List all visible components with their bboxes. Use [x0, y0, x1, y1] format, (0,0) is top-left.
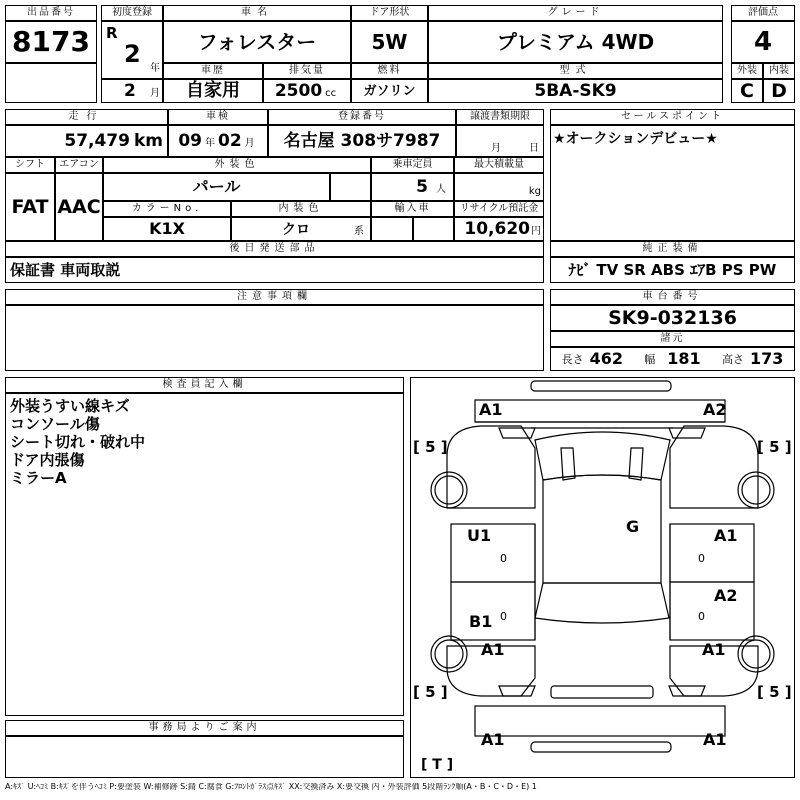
spec-label: 諸元 — [550, 331, 795, 347]
count-door-fl: 0 — [500, 552, 507, 565]
max-load-box — [454, 173, 544, 201]
equipment: ﾅﾋﾞ TV SR ABS ｴｱB PS PW — [568, 260, 777, 279]
chassis-label: 車台番号 — [550, 289, 795, 305]
capacity-label: 乗車定員 — [371, 157, 454, 173]
insp-year: 09 — [178, 130, 202, 151]
capacity-box — [371, 173, 454, 201]
score: 4 — [731, 21, 795, 63]
displacement-unit: cc — [325, 88, 337, 99]
displacement-box — [263, 79, 351, 103]
int-color-unit: 系 — [354, 226, 364, 237]
mileage-unit: km — [133, 130, 163, 151]
displacement: 2500 — [274, 80, 323, 101]
ext-color-label: 外装色 — [103, 157, 371, 173]
chassis-no: SK9-032136 — [550, 305, 795, 331]
mark-door-rl: B1 — [469, 612, 493, 631]
lot-no-label: 出品番号 — [5, 5, 97, 21]
sales-point-label: セールスポイント — [550, 109, 795, 125]
mark-tire-fr: [ 5 ] — [757, 438, 792, 456]
inspector-label: 検査員記入欄 — [5, 377, 404, 393]
count-door-rr: 0 — [698, 610, 705, 623]
height-label: 高さ — [721, 352, 744, 366]
plate-label: 登録番号 — [268, 109, 456, 125]
mark-fender-rr: A1 — [702, 640, 726, 659]
reg-month-unit: 月 — [150, 88, 160, 99]
first-reg-year-box — [101, 21, 163, 79]
notes-box — [5, 305, 544, 371]
mark-trunk: [ T ] — [421, 757, 454, 773]
reg-month: 2 — [124, 81, 136, 101]
later-parts-label: 後日発送部品 — [5, 241, 544, 257]
mark-tire-rl: [ 5 ] — [413, 683, 448, 701]
import-blank-a — [371, 217, 413, 241]
history: 自家用 — [163, 79, 263, 103]
exterior-grade: C — [731, 79, 763, 103]
displacement-label: 排気量 — [263, 63, 351, 79]
inspection-label: 車検 — [168, 109, 268, 125]
door-label: ドア形状 — [351, 5, 428, 21]
length: 462 — [589, 349, 624, 368]
equipment-label: 純正装備 — [550, 241, 795, 257]
reg-year: 2 — [124, 40, 141, 68]
mark-roof: G — [626, 517, 640, 536]
inspector-line: ミラーA — [10, 469, 67, 487]
insp-month-unit: 月 — [244, 138, 255, 149]
transfer-day-unit: 日 — [529, 143, 539, 154]
inspector-box — [5, 393, 404, 716]
reg-year-unit: 年 — [150, 63, 160, 74]
import-blank-b — [413, 217, 454, 241]
count-door-rl: 0 — [500, 610, 507, 623]
car-name: フォレスター — [163, 21, 351, 63]
inspection-box — [168, 125, 268, 157]
exterior-label: 外装 — [731, 63, 763, 79]
inspector-line: 外装うすい線キズ — [10, 397, 130, 415]
legend: A:ｷｽﾞ U:ﾍｺﾐ B:ｷｽﾞを伴うﾍｺﾐ P:要塗装 W:補修跡 S:錆 C:腐食 G:ﾌﾛﾝﾄｶﾞﾗｽ点ｷｽﾞ XX:交換済み X:要交換 内・外装評価 5段階ﾗﾝｸ順(A・B・C・D・E) 1 — [5, 783, 537, 791]
mark-door-fl: U1 — [467, 526, 492, 545]
int-color: クロ — [282, 222, 310, 238]
history-label: 車歴 — [163, 63, 263, 79]
mark-tire-rr: [ 5 ] — [757, 683, 792, 701]
mark-front-right: A2 — [703, 400, 727, 419]
car-diagram — [410, 377, 795, 778]
model-label: 型式 — [428, 63, 723, 79]
mileage-label: 走行 — [5, 109, 168, 125]
max-load-label: 最大積載量 — [454, 157, 544, 173]
recycle-unit: 円 — [531, 226, 541, 237]
recycle-label: リサイクル預託金 — [454, 201, 544, 217]
grade-label: グレード — [428, 5, 723, 21]
sales-point-box — [550, 125, 795, 241]
interior-grade: D — [763, 79, 795, 103]
recycle-fee: 10,620 — [464, 218, 530, 239]
width-spec — [644, 351, 700, 367]
lot-no-blank — [5, 63, 97, 103]
first-reg-label: 初度登録 — [101, 5, 163, 21]
mark-front-left: A1 — [479, 400, 503, 419]
capacity-unit: 人 — [436, 184, 446, 195]
transfer-month-unit: 月 — [491, 143, 501, 154]
grade: プレミアム 4WD — [428, 21, 723, 63]
mark-rear-left: A1 — [481, 730, 505, 749]
office-box — [5, 736, 404, 778]
car-name-label: 車名 — [163, 5, 351, 21]
color-no: K1X — [103, 217, 231, 241]
plate: 名古屋 308サ7987 — [268, 125, 456, 157]
int-color-label: 内装色 — [231, 201, 371, 217]
later-parts: 保証書 車両取説 — [10, 260, 121, 279]
ext-color: パール — [103, 173, 330, 201]
mark-door-fr: A1 — [714, 526, 738, 545]
insp-month: 02 — [218, 130, 242, 151]
mark-door-rr: A2 — [714, 586, 738, 605]
color-no-label: カラーNo. — [103, 201, 231, 217]
import-label: 輸入車 — [371, 201, 454, 217]
transfer-box — [456, 125, 544, 157]
interior-label: 内装 — [763, 63, 795, 79]
count-door-fr: 0 — [698, 552, 705, 565]
model: 5BA-SK9 — [428, 79, 723, 103]
width-label: 幅 — [644, 352, 656, 366]
insp-year-unit: 年 — [205, 138, 215, 149]
height: 173 — [749, 349, 784, 368]
score-label: 評価点 — [731, 5, 795, 21]
mark-rear-right: A1 — [703, 730, 727, 749]
mark-fender-rl: A1 — [481, 640, 505, 659]
first-reg-month-box — [101, 79, 163, 103]
recycle-box — [454, 217, 544, 241]
spec-box — [550, 347, 795, 371]
notes-label: 注意事項欄 — [5, 289, 544, 305]
sales-point: ★オークションデビュー★ — [553, 131, 718, 147]
ac-label: エアコン — [55, 157, 103, 173]
inspector-line: シート切れ・破れ中 — [10, 433, 146, 451]
int-color-box — [231, 217, 371, 241]
shift: FAT — [5, 173, 55, 241]
fuel-label: 燃料 — [351, 63, 428, 79]
height-spec — [722, 351, 783, 367]
shift-label: シフト — [5, 157, 55, 173]
car-outline — [411, 378, 794, 777]
capacity: 5 — [416, 176, 428, 197]
length-label: 長さ — [561, 352, 584, 366]
ac: AAC — [55, 173, 103, 241]
mileage-box — [5, 125, 168, 157]
max-load-unit: kg — [528, 186, 541, 197]
inspector-line: ドア内張傷 — [10, 451, 85, 469]
mark-tire-fl: [ 5 ] — [413, 438, 448, 456]
inspector-line: コンソール傷 — [10, 415, 100, 433]
width: 181 — [667, 349, 701, 368]
equipment-box — [550, 257, 795, 283]
era-prefix: R — [106, 24, 118, 42]
length-spec — [562, 351, 623, 367]
mileage: 57,479 — [64, 130, 130, 151]
ext-color-blank — [330, 173, 371, 201]
door-type: 5W — [351, 21, 428, 63]
later-parts-box — [5, 257, 544, 283]
lot-no: 8173 — [5, 21, 97, 63]
office-label: 事務局よりご案内 — [5, 720, 404, 736]
fuel: ガソリン — [351, 79, 428, 103]
transfer-label: 譲渡書類期限 — [456, 109, 544, 125]
